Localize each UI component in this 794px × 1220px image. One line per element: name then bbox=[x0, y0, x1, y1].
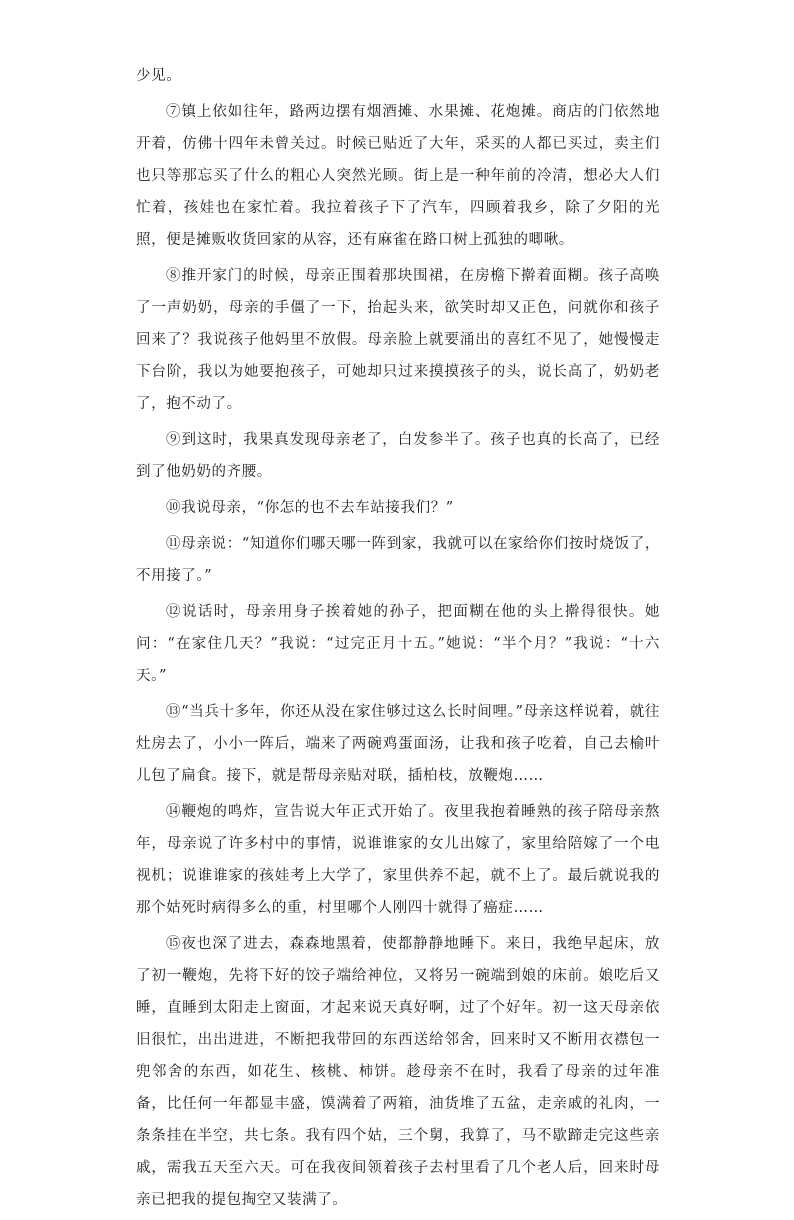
paragraph-14: ⑭鞭炮的鸣炸，宣告说大年正式开始了。夜里我抱着睡熟的孩子陪母亲熬年，母亲说了许多村中的事情，说谁谁家的女儿出嫁了，家里给陪嫁了一个电视机；说谁谁家的孩娃考上大学了，家里供养不起，就不上了。最后就说我的那个姑死时病得多么的重，村里哪个人刚四十就得了癌症…… bbox=[136, 804, 660, 916]
paragraph-13: ⑬“当兵十多年，你还从没在家住够过这么长时间哩。”母亲这样说着，就往灶房去了，小小一阵后，端来了两碗鸡蛋面汤，让我和孩子吃着，自己去榆叶儿包了扁食。接下，就是帮母亲贴对联，插柏枝，放鞭炮…… bbox=[136, 704, 660, 784]
paragraph-0: 少见。 bbox=[136, 68, 182, 84]
paragraph-10: ⑩我说母亲，“你怎的也不去车站接我们？” bbox=[166, 500, 454, 516]
paragraph-7: ⑦镇上依如往年，路两边摆有烟酒摊、水果摊、花炮摊。商店的门依然地开着，仿佛十四年未曾关过。时候已贴近了大年，采买的人都已买过，卖主们也只等那忘买了什么的粗心人突然光顾。街上是一种年前的冷清，想必大人们忙着，孩娃也在家忙着。我拉着孩子下了汽车，四顾着我乡，除了夕阳的光照，便是摊贩收货回家的从容，还有麻雀在路口树上孤独的唧啾。 bbox=[136, 104, 660, 248]
document-page bbox=[136, 60, 660, 1220]
paragraph-12: ⑫说话时，母亲用身子挨着她的孙子，把面糊在他的头上擀得很快。她问：“在家住几天？”我说：“过完正月十五。”她说：“半个月？”我说：“十六天。” bbox=[136, 604, 660, 684]
paragraph-15: ⑮夜也深了进去，森森地黑着，使都静静地睡下。来日，我绝早起床，放了初一鞭炮，先将下好的饺子端给神位，又将另一碗端到娘的床前。娘吃后又睡，直睡到太阳走上窗面，才起来说天真好啊，过了个好年。初一这天母亲依旧很忙，出出进进，不断把我带回的东西送给邻舍，回来时又不断用衣襟包一兜邻舍的东西，如花生、核桃、柿饼。趁母亲不在时，我看了母亲的过年准备，比任何一年都显丰盛，馍满着了两箱，油货堆了五盆，走亲戚的礼肉，一条条挂在半空，共七条。我有四个姑，三个舅，我算了，马不歇蹄走完这些亲戚，需我五天至六天。可在我夜间领着孩子去村里看了几个老人后，回来时母亲已把我的提包掏空又装满了。 bbox=[136, 936, 660, 1208]
paragraph-8: ⑧推开家门的时候，母亲正围着那块围裙，在房檐下擀着面糊。孩子高唤了一声奶奶，母亲的手僵了一下，抬起头来，欲笑时却又正色，问就你和孩子回来了？我说孩子他妈里不放假。母亲脸上就要涌出的喜红不见了，她慢慢走下台阶，我以为她要抱孩子，可她却只过来摸摸孩子的头，说长高了，奶奶老了，抱不动了。 bbox=[136, 268, 660, 412]
paragraph-11: ⑪母亲说：“知道你们哪天哪一阵到家，我就可以在家给你们按时烧饭了，不用接了。” bbox=[136, 536, 660, 584]
paragraph-9: ⑨到这时，我果真发现母亲老了，白发参半了。孩子也真的长高了，已经到了他奶奶的齐腰。 bbox=[136, 432, 660, 480]
